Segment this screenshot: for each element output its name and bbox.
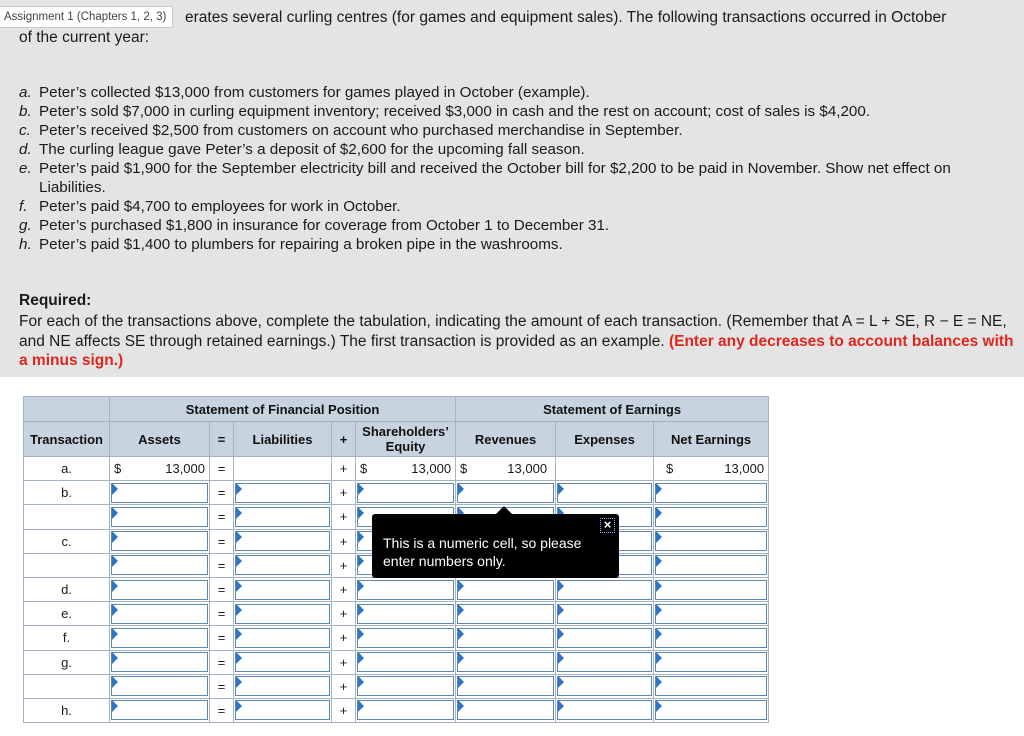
liabilities-cell xyxy=(234,650,332,674)
assets-cell xyxy=(110,553,210,577)
plus-sign: + xyxy=(332,577,356,601)
net-earnings-input[interactable] xyxy=(655,580,767,600)
revenues-input[interactable] xyxy=(457,483,554,503)
transaction-item xyxy=(19,216,1009,235)
net-earnings-input[interactable] xyxy=(655,531,767,551)
liabilities-input[interactable] xyxy=(235,483,330,503)
assets-cell xyxy=(110,650,210,674)
example-liabilities-cell xyxy=(234,457,332,481)
transaction-item xyxy=(19,159,1009,197)
liabilities-cell xyxy=(234,602,332,626)
net-earnings-input[interactable] xyxy=(655,604,767,624)
liabilities-cell xyxy=(234,481,332,505)
assets-cell xyxy=(110,602,210,626)
net-earnings-input[interactable] xyxy=(655,483,767,503)
revenues-cell xyxy=(456,674,556,698)
liabilities-cell xyxy=(234,626,332,650)
assets-cell xyxy=(110,481,210,505)
col-transaction: Transaction xyxy=(24,422,110,457)
example-expenses-cell xyxy=(556,457,654,481)
liabilities-input[interactable] xyxy=(235,580,330,600)
expenses-cell xyxy=(556,602,654,626)
liabilities-input[interactable] xyxy=(235,628,330,648)
shareholders-equity-cell xyxy=(356,626,456,650)
assets-input[interactable] xyxy=(111,580,208,600)
assets-cell xyxy=(110,529,210,553)
assets-input[interactable] xyxy=(111,555,208,575)
col-shareholders-equity: Shareholders’ Equity xyxy=(356,422,456,457)
assets-input[interactable] xyxy=(111,531,208,551)
net-earnings-input[interactable] xyxy=(655,676,767,696)
table-row xyxy=(24,602,769,626)
net-earnings-cell xyxy=(654,602,769,626)
revenues-input[interactable] xyxy=(457,652,554,672)
assets-cell xyxy=(110,505,210,529)
row-label: h. xyxy=(24,698,110,722)
tooltip-text: This is a numeric cell, so please enter numbers only. xyxy=(383,535,582,569)
plus-sign: + xyxy=(332,457,356,481)
net-earnings-cell xyxy=(654,529,769,553)
col-liabilities: Liabilities xyxy=(234,422,332,457)
table-row xyxy=(24,577,769,601)
transaction-item xyxy=(19,83,1009,102)
currency-sign: $ xyxy=(460,461,468,477)
transaction-letter: b. xyxy=(19,103,32,120)
revenues-cell xyxy=(456,481,556,505)
revenues-cell xyxy=(456,577,556,601)
assets-input[interactable] xyxy=(111,507,208,527)
transaction-letter: f. xyxy=(19,198,28,215)
expenses-input[interactable] xyxy=(557,483,652,503)
shareholders-equity-cell xyxy=(356,577,456,601)
row-label xyxy=(24,674,110,698)
shareholders-equity-input[interactable] xyxy=(357,700,454,720)
plus-sign: + xyxy=(332,529,356,553)
equals-sign: = xyxy=(210,553,234,577)
expenses-cell xyxy=(556,481,654,505)
table-row xyxy=(24,698,769,722)
net-earnings-cell xyxy=(654,505,769,529)
expenses-cell xyxy=(556,626,654,650)
revenues-cell xyxy=(456,626,556,650)
earnings-header: Statement of Earnings xyxy=(456,397,769,422)
assets-cell xyxy=(110,626,210,650)
required-body-text: For each of the transactions above, complete the tabulation, indicating the amount of each transaction. (Remember that A = L + SE, R − E = NE, and NE affects SE through retained earnings.) The first transaction is provided as an example. xyxy=(19,313,1007,350)
assets-input[interactable] xyxy=(111,604,208,624)
net-earnings-input[interactable] xyxy=(655,700,767,720)
net-earnings-cell xyxy=(654,698,769,722)
liabilities-cell xyxy=(234,577,332,601)
liabilities-input[interactable] xyxy=(235,604,330,624)
assignment-breadcrumb-tab[interactable]: Assignment 1 (Chapters 1, 2, 3) xyxy=(0,6,173,28)
revenues-input[interactable] xyxy=(457,628,554,648)
plus-sign: + xyxy=(332,481,356,505)
example-assets-value: 13,000 xyxy=(165,461,205,477)
assets-input[interactable] xyxy=(111,628,208,648)
currency-sign: $ xyxy=(114,461,122,477)
expenses-cell xyxy=(556,698,654,722)
transaction-item xyxy=(19,235,1009,254)
row-label xyxy=(24,553,110,577)
revenues-input[interactable] xyxy=(457,580,554,600)
liabilities-input[interactable] xyxy=(235,652,330,672)
transaction-text: Peter’s sold $7,000 in curling equipment inventory; received $3,000 in cash and the rest on account; cost of sales is $4,200. xyxy=(39,103,871,120)
expenses-input[interactable] xyxy=(557,700,652,720)
row-label xyxy=(24,505,110,529)
shareholders-equity-input[interactable] xyxy=(357,628,454,648)
col-net-earnings: Net Earnings xyxy=(654,422,769,457)
col-equals: = xyxy=(210,422,234,457)
transaction-letter: a. xyxy=(19,84,32,101)
revenues-cell xyxy=(456,698,556,722)
revenues-input[interactable] xyxy=(457,700,554,720)
col-expenses: Expenses xyxy=(556,422,654,457)
table-row xyxy=(24,481,769,505)
transaction-item xyxy=(19,197,1009,216)
net-earnings-input[interactable] xyxy=(655,628,767,648)
assets-cell xyxy=(110,577,210,601)
header-spacer xyxy=(24,397,110,422)
liabilities-cell xyxy=(234,674,332,698)
liabilities-cell xyxy=(234,553,332,577)
close-icon[interactable]: × xyxy=(600,518,615,533)
table-row xyxy=(24,674,769,698)
example-net-earnings-cell xyxy=(654,457,769,481)
equals-sign: = xyxy=(210,674,234,698)
transaction-text: Peter’s paid $1,400 to plumbers for repairing a broken pipe in the washrooms. xyxy=(39,236,563,253)
example-assets-cell xyxy=(110,457,210,481)
transaction-text: Peter’s received $2,500 from customers on account who purchased merchandise in September. xyxy=(39,122,683,139)
liabilities-cell xyxy=(234,505,332,529)
assets-input[interactable] xyxy=(111,652,208,672)
plus-sign: + xyxy=(332,650,356,674)
row-label: c. xyxy=(24,529,110,553)
example-se-value: 13,000 xyxy=(411,461,452,477)
plus-sign: + xyxy=(332,553,356,577)
expenses-cell xyxy=(556,577,654,601)
table-row xyxy=(24,650,769,674)
revenues-cell xyxy=(456,602,556,626)
equals-sign: = xyxy=(210,505,234,529)
assets-cell xyxy=(110,698,210,722)
expenses-cell xyxy=(556,650,654,674)
row-label: a. xyxy=(24,457,110,481)
net-earnings-input[interactable] xyxy=(655,555,767,575)
assets-cell xyxy=(110,674,210,698)
shareholders-equity-cell xyxy=(356,602,456,626)
liabilities-input[interactable] xyxy=(235,676,330,696)
row-label: b. xyxy=(24,481,110,505)
intro-line-1: erates several curling centres (for games and equipment sales). The following transactions occurred in October xyxy=(185,9,947,26)
net-earnings-cell xyxy=(654,650,769,674)
shareholders-equity-cell xyxy=(356,674,456,698)
equals-sign: = xyxy=(210,698,234,722)
assets-input[interactable] xyxy=(111,676,208,696)
expenses-input[interactable] xyxy=(557,580,652,600)
transaction-list xyxy=(19,83,1009,254)
expenses-input[interactable] xyxy=(557,676,652,696)
transaction-letter: h. xyxy=(19,236,32,253)
transaction-letter: e. xyxy=(19,160,32,177)
equals-sign: = xyxy=(210,577,234,601)
transaction-item xyxy=(19,102,1009,121)
currency-sign: $ xyxy=(666,461,674,477)
shareholders-equity-cell xyxy=(356,698,456,722)
row-label: e. xyxy=(24,602,110,626)
equals-sign: = xyxy=(210,626,234,650)
equals-sign: = xyxy=(210,602,234,626)
transaction-text: Peter’s purchased $1,800 in insurance for coverage from October 1 to December 31. xyxy=(39,217,610,234)
example-net-earnings-value: 13,000 xyxy=(724,461,765,477)
row-label: f. xyxy=(24,626,110,650)
transaction-text: Peter’s collected $13,000 from customers for games played in October (example). xyxy=(39,84,590,101)
liabilities-input[interactable] xyxy=(235,555,330,575)
table-row xyxy=(24,626,769,650)
liabilities-input[interactable] xyxy=(235,507,330,527)
net-earnings-cell xyxy=(654,674,769,698)
plus-sign: + xyxy=(332,626,356,650)
transaction-text: The curling league gave Peter’s a deposit of $2,600 for the upcoming fall season. xyxy=(39,141,585,158)
example-revenues-cell xyxy=(456,457,556,481)
shareholders-equity-input[interactable] xyxy=(357,676,454,696)
transaction-text: Peter’s paid $1,900 for the September electricity bill and received the October bill for $2,200 to be paid in November. Show net effect on Liabilities. xyxy=(39,160,951,196)
plus-sign: + xyxy=(332,505,356,529)
assets-input[interactable] xyxy=(111,700,208,720)
liabilities-cell xyxy=(234,529,332,553)
plus-sign: + xyxy=(332,674,356,698)
row-label: g. xyxy=(24,650,110,674)
expenses-input[interactable] xyxy=(557,652,652,672)
transaction-text: Peter’s paid $4,700 to employees for work in October. xyxy=(39,198,401,215)
col-assets: Assets xyxy=(110,422,210,457)
shareholders-equity-input[interactable] xyxy=(357,580,454,600)
expenses-cell xyxy=(556,674,654,698)
example-se-cell xyxy=(356,457,456,481)
net-earnings-input[interactable] xyxy=(655,507,767,527)
numeric-cell-tooltip xyxy=(372,514,619,578)
shareholders-equity-input[interactable] xyxy=(357,604,454,624)
net-earnings-input[interactable] xyxy=(655,652,767,672)
equals-sign: = xyxy=(210,481,234,505)
equals-sign: = xyxy=(210,457,234,481)
revenues-input[interactable] xyxy=(457,604,554,624)
transaction-item xyxy=(19,140,1009,159)
net-earnings-cell xyxy=(654,481,769,505)
net-earnings-cell xyxy=(654,553,769,577)
net-earnings-cell xyxy=(654,626,769,650)
liabilities-input[interactable] xyxy=(235,700,330,720)
plus-sign: + xyxy=(332,602,356,626)
revenues-cell xyxy=(456,650,556,674)
shareholders-equity-input[interactable] xyxy=(357,652,454,672)
plus-sign: + xyxy=(332,698,356,722)
shareholders-equity-input[interactable] xyxy=(357,483,454,503)
table-row-example xyxy=(24,457,769,481)
col-plus: + xyxy=(332,422,356,457)
required-emphasis: (Enter any decreases to account balances with a minus sign.) xyxy=(19,332,1014,369)
transaction-letter: c. xyxy=(19,122,31,139)
row-label: d. xyxy=(24,577,110,601)
liabilities-input[interactable] xyxy=(235,531,330,551)
example-revenues-value: 13,000 xyxy=(507,461,548,477)
required-heading: Required: xyxy=(19,292,92,309)
equals-sign: = xyxy=(210,650,234,674)
transaction-item xyxy=(19,121,1009,140)
liabilities-cell xyxy=(234,698,332,722)
assets-input[interactable] xyxy=(111,483,208,503)
revenues-input[interactable] xyxy=(457,676,554,696)
equals-sign: = xyxy=(210,529,234,553)
transaction-letter: d. xyxy=(19,141,32,158)
expenses-input[interactable] xyxy=(557,628,652,648)
net-earnings-cell xyxy=(654,577,769,601)
shareholders-equity-cell xyxy=(356,481,456,505)
financial-position-header: Statement of Financial Position xyxy=(110,397,456,422)
currency-sign: $ xyxy=(360,461,368,477)
required-instructions xyxy=(19,312,1024,371)
transaction-letter: g. xyxy=(19,217,32,234)
shareholders-equity-cell xyxy=(356,650,456,674)
expenses-input[interactable] xyxy=(557,604,652,624)
col-revenues: Revenues xyxy=(456,422,556,457)
intro-line-2: of the current year: xyxy=(19,28,150,46)
